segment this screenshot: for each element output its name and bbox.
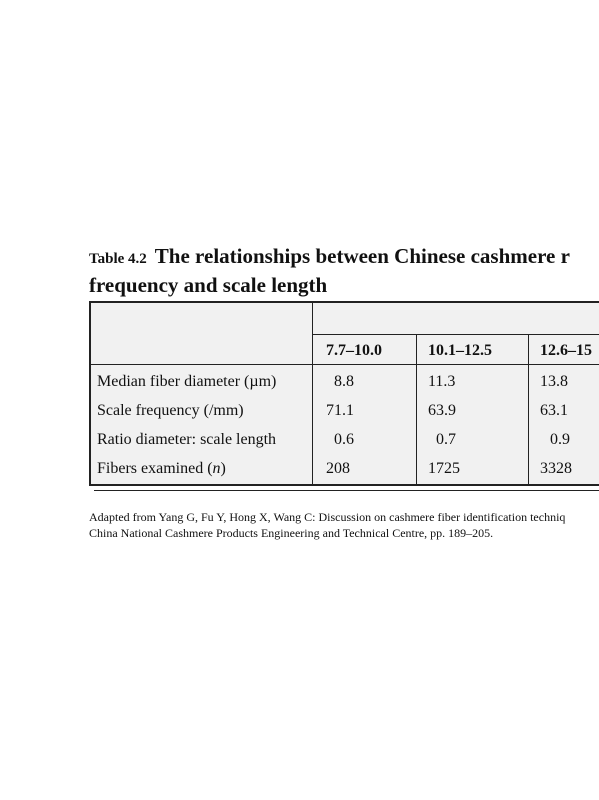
- table-cell: 3328: [540, 460, 572, 477]
- table-footnote: [89, 509, 599, 541]
- table-cell: 71.1: [326, 402, 354, 419]
- table-caption: [89, 243, 599, 301]
- table-cell: 1725: [428, 460, 460, 477]
- column-divider: [416, 334, 417, 484]
- data-table: [89, 301, 599, 486]
- table-title-line-2: frequency and scale length: [89, 273, 328, 297]
- column-header: 7.7‒10.0: [326, 342, 382, 359]
- table-cell: 63.9: [428, 402, 456, 419]
- table-cell: 8.8: [334, 373, 354, 390]
- table-label: Table 4.2: [89, 251, 147, 267]
- column-divider: [312, 303, 313, 484]
- table-cell: 0.6: [334, 431, 354, 448]
- table-cell: 63.1: [540, 402, 568, 419]
- table-cell: 13.8: [540, 373, 568, 390]
- row-label: Fibers examined (n): [97, 460, 226, 477]
- header-group-divider: [312, 334, 599, 335]
- table-cell: 0.9: [550, 431, 570, 448]
- row-label: Scale frequency (/mm): [97, 402, 244, 419]
- column-header: 12.6‒15: [540, 342, 592, 359]
- table-cell: 0.7: [436, 431, 456, 448]
- table-bottom-rule: [94, 490, 599, 491]
- row-label: Ratio diameter: scale length: [97, 431, 277, 448]
- footnote-line-1: Adapted from Yang G, Fu Y, Hong X, Wang C: Discussion on cashmere fiber identification techniq: [89, 510, 566, 524]
- table-title-line-1: The relationships between Chinese cashmere r: [154, 244, 570, 268]
- header-divider: [91, 364, 599, 365]
- footnote-line-2: China National Cashmere Products Engineering and Technical Centre, pp. 189‒205.: [89, 526, 494, 540]
- table-cell: 208: [326, 460, 350, 477]
- column-divider: [528, 334, 529, 484]
- column-header: 10.1‒12.5: [428, 342, 492, 359]
- table-cell: 11.3: [428, 373, 456, 390]
- row-label: Median fiber diameter (µm): [97, 373, 277, 390]
